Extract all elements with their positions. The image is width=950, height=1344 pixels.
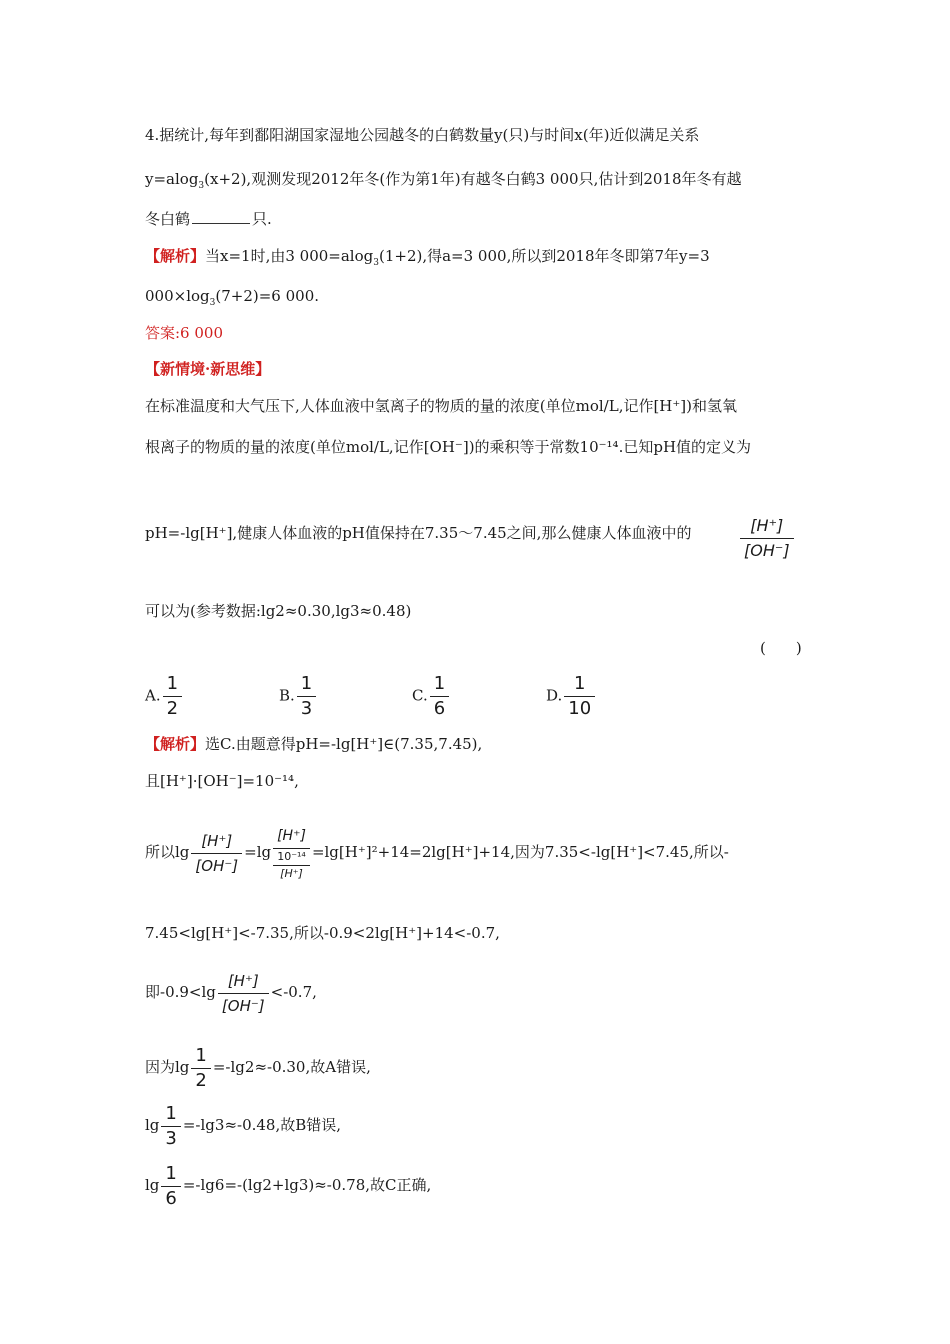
solution-text-5b: <-0.7, [270, 983, 317, 1001]
option-c-fraction [430, 672, 449, 721]
solution-text-7b: =-lg3≈-0.48,故B错误, [182, 1116, 342, 1134]
solution-frac2-den [273, 849, 310, 882]
third-den: 3 [165, 1127, 177, 1149]
analysis-tag: 【解析】 [145, 247, 206, 265]
q4-text-1: 4.据统计,每年到鄱阳湖国家湿地公园越冬的白鹤数量y(只)与时间x(年)近似满足关系 [145, 126, 700, 144]
option-a-num: 1 [163, 672, 182, 697]
solution-text-8b: =-lg6=-(lg2+lg3)≈-0.78,故C正确, [182, 1176, 432, 1194]
analysis-text-1b: (1+2),得a=3 000,所以到2018年冬即第7年y=3 [378, 247, 710, 265]
solution-text-1: 选C.由题意得pH=-lg[H⁺]∈(7.35,7.45), [205, 735, 483, 753]
analysis-text-2a: 000×log [145, 287, 210, 305]
option-a-den: 2 [166, 698, 179, 719]
option-b-num: 1 [297, 672, 316, 697]
frac-denominator: [OH⁻] [744, 541, 790, 560]
solution-text-4: 7.45<lg[H⁺]<-7.35,所以-0.9<2lg[H⁺]+14<-0.7, [145, 924, 500, 942]
option-d-num: 1 [564, 672, 595, 697]
q4-text-3b: 只. [252, 210, 272, 228]
solution-line-6 [145, 1040, 371, 1094]
option-c-label: C. [412, 686, 428, 705]
new-context-tag-text: 【新情境·新思维】 [145, 360, 271, 378]
answer-bracket-text: ( ) [760, 639, 802, 657]
solution-text-7a: lg [145, 1116, 160, 1134]
context-text-3: pH=-lg[H⁺],健康人体血液的pH值保持在7.35～7.45之间,那么健康人体血液中的 [145, 524, 692, 542]
solution-frac2-num: [H⁺] [273, 824, 310, 849]
analysis-sub-1: 3 [373, 258, 379, 268]
option-a-fraction [163, 672, 182, 721]
context-text-1: 在标准温度和大气压下,人体血液中氢离子的物质的量的浓度(单位mol/L,记作[H⁺])和氢氧 [145, 397, 738, 415]
half-fraction [191, 1044, 210, 1093]
context-line-3 [145, 522, 691, 544]
new-context-tag [145, 358, 270, 380]
answer-blank [192, 209, 250, 224]
option-c [412, 672, 451, 721]
solution-text-3b: =lg [244, 843, 272, 861]
half-num: 1 [191, 1044, 210, 1069]
analysis-sub-2: 3 [209, 298, 216, 308]
option-c-num: 1 [430, 672, 449, 697]
option-d-fraction [564, 672, 595, 721]
analysis-text-2b: (7+2)=6 000. [215, 287, 320, 305]
option-d-label: D. [546, 686, 563, 705]
q4-text-2a: y=alog [145, 170, 199, 188]
option-b-fraction [297, 672, 316, 721]
q4-analysis-1 [145, 245, 710, 274]
context-line-4 [145, 600, 411, 622]
context-line-1 [145, 395, 737, 417]
sixth-num: 1 [161, 1162, 180, 1187]
solution-line-3 [145, 812, 729, 892]
solution-fraction-1 [191, 829, 242, 878]
solution-tag: 【解析】 [145, 735, 206, 753]
solution-text-6b: =-lg2≈-0.30,故A错误, [212, 1058, 371, 1076]
solution-text-5a: 即-0.9<lg [145, 983, 216, 1001]
solution-line-4 [145, 922, 500, 944]
q4-sub-2: 3 [198, 181, 205, 191]
context-text-2: 根离子的物质的量的浓度(单位mol/L,记作[OH⁻])的乘积等于常数10⁻¹⁴.已知pH值的定义为 [145, 438, 752, 456]
q4-answer [145, 322, 223, 344]
option-d-den: 10 [568, 698, 592, 719]
solution-line-8 [145, 1158, 431, 1212]
solution-text-2: 且[H⁺]·[OH⁻]=10⁻¹⁴, [145, 772, 299, 790]
third-num: 1 [161, 1102, 180, 1127]
solution-inner-fraction [273, 849, 310, 882]
solution-fraction-3 [218, 969, 269, 1018]
solution-line-5 [145, 962, 317, 1022]
option-c-den: 6 [433, 698, 446, 719]
inner-den: [H⁺] [280, 867, 303, 880]
solution-frac3-den: [OH⁻] [221, 996, 265, 1015]
q4-text-3a: 冬白鹤 [145, 210, 191, 228]
option-b-label: B. [279, 686, 295, 705]
frac-numerator: [H⁺] [740, 514, 794, 539]
solution-line-1 [145, 733, 482, 755]
option-b-den: 3 [300, 698, 313, 719]
solution-fraction-2 [273, 824, 310, 882]
analysis-text-1a: 当x=1时,由3 000=alog [205, 247, 374, 265]
solution-frac1-den: [OH⁻] [195, 856, 239, 875]
option-b [279, 672, 318, 721]
solution-text-3c: =lg[H⁺]²+14=2lg[H⁺]+14,因为7.35<-lg[H⁺]<7.45,所以- [311, 843, 729, 861]
solution-line-7 [145, 1098, 341, 1152]
q4-text-2b: (x+2),观测发现2012年冬(作为第1年)有越冬白鹤3 000只,估计到2018年冬有越 [204, 170, 742, 188]
solution-text-8a: lg [145, 1176, 160, 1194]
q4-analysis-2 [145, 285, 319, 314]
solution-frac3-num: [H⁺] [218, 969, 269, 994]
answer-bracket [760, 637, 802, 658]
inner-num: 10⁻¹⁴ [273, 849, 310, 866]
solution-text-6a: 因为lg [145, 1058, 190, 1076]
option-a [145, 672, 184, 721]
sixth-fraction [161, 1162, 180, 1211]
option-d [546, 672, 597, 721]
sixth-den: 6 [165, 1187, 177, 1209]
solution-frac1-num: [H⁺] [191, 829, 242, 854]
solution-text-3a: 所以lg [145, 843, 190, 861]
half-den: 2 [195, 1069, 207, 1091]
h-over-oh-fraction [740, 514, 794, 563]
third-fraction [161, 1102, 180, 1151]
context-text-4: 可以为(参考数据:lg2≈0.30,lg3≈0.48) [145, 602, 412, 620]
q4-line-3 [145, 208, 272, 230]
q4-line-2 [145, 168, 742, 197]
q4-line-1 [145, 124, 699, 146]
solution-line-2 [145, 770, 299, 792]
option-a-label: A. [145, 686, 161, 705]
answer-text: 答案:6 000 [145, 324, 223, 342]
context-line-2 [145, 436, 751, 458]
